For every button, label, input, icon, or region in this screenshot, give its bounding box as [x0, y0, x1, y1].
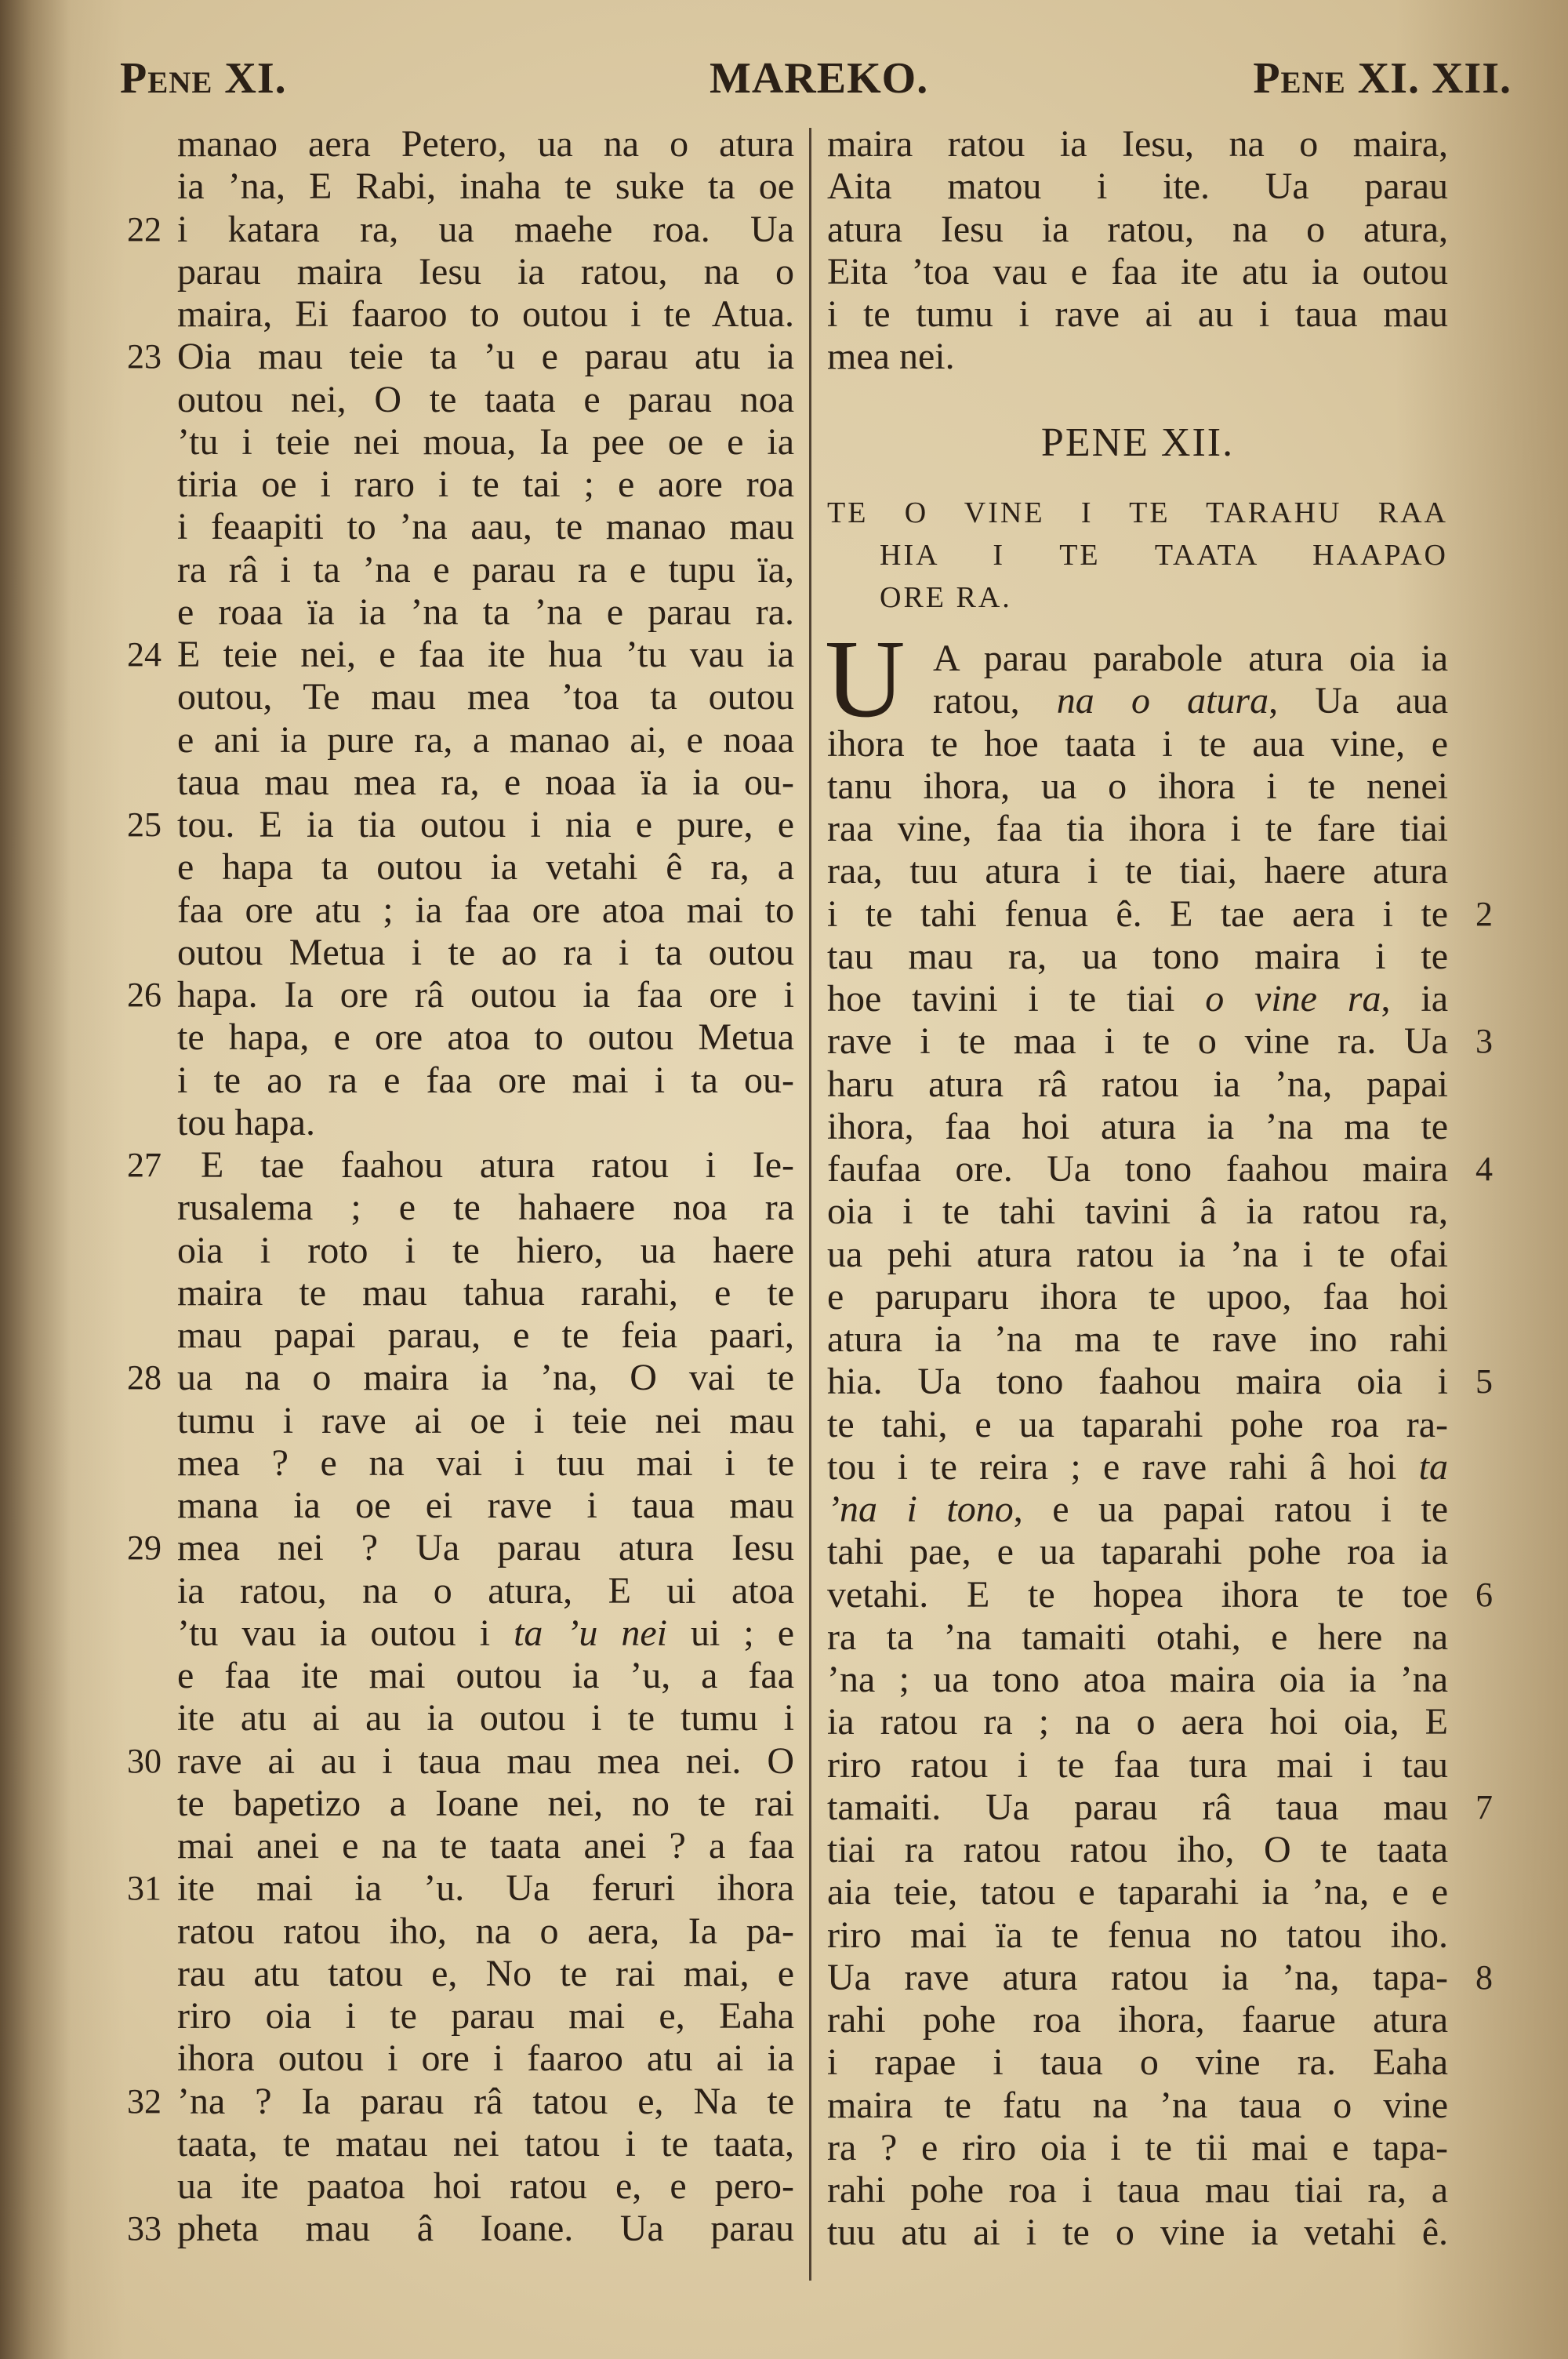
text-line: e ani ia pure ra, a manao ai, e noaa [177, 718, 794, 761]
running-header-left: Pene XI. [120, 54, 287, 103]
text-line [177, 1612, 794, 1655]
text-line [827, 978, 1448, 1020]
text-line: tou hapa. [177, 1101, 315, 1143]
text-line: e faa ite mai outou ia ’u, a faa [177, 1655, 794, 1696]
text-line: maira te fatu na ’na taua o vine [827, 2084, 1448, 2126]
text-line: ra ta ’na tamaiti otahi, e here na [827, 1616, 1448, 1658]
text-line: tahi pae, e ua taparahi pohe roa ia [827, 1531, 1448, 1573]
text-line: tuu atu ai i te o vine ia vetahi ê. [827, 2212, 1448, 2254]
text-line: parau maira Iesu ia ratou, na o [177, 250, 794, 293]
text-line: riro ratou i te faa tura mai i tau [827, 1743, 1448, 1786]
text-line: atura Iesu ia ratou, na o atura, [827, 208, 1448, 250]
chapter-summary-line: ORE RA. [880, 581, 1012, 614]
text-line: te tahi, e ua taparahi pohe roa ra- [827, 1403, 1448, 1445]
text-line: pheta mau â Ioane. Ua parau [177, 2208, 794, 2250]
verse-number: 24 [127, 635, 162, 674]
text-segment: , Ua aua [1269, 680, 1448, 722]
text-line: i te tumu i rave ai au i taua mau [827, 293, 1448, 335]
text-line: mea nei ? Ua parau atura Iesu [177, 1527, 794, 1569]
text-line: aia teie, tatou e taparahi ia ’na, e e [827, 1871, 1448, 1914]
text-line: tamaiti. Ua parau râ taua mau [827, 1786, 1448, 1828]
text-line: Aita matou i ite. Ua parau [827, 165, 1448, 208]
text-line: outou nei, O te taata e parau noa [177, 378, 794, 420]
chapter-summary-line: HIA I TE TAATA HAAPAO [880, 539, 1448, 572]
text-line: rahi pohe roa ihora, faarue atura [827, 1999, 1448, 2041]
text-line: outou, Te mau mea ’toa ta outou [177, 676, 794, 718]
text-line: vetahi. E te hopea ihora te toe [827, 1573, 1448, 1616]
text-line: maira, Ei faaroo to outou i te Atua. [177, 293, 794, 335]
text-line [933, 680, 1448, 722]
text-segment: ’tu vau ia outou i [177, 1612, 514, 1654]
verse-number: 2 [1475, 894, 1493, 933]
verse-number: 28 [127, 1358, 162, 1398]
text-line: raa, tuu atura i te tiai, haere atura [827, 850, 1448, 892]
text-line: e paruparu ihora te upoo, faa hoi [827, 1275, 1448, 1318]
text-line: A parau parabole atura oia ia [933, 638, 1448, 679]
text-line: mai anei e na te taata anei ? a faa [177, 1825, 794, 1866]
running-header-title: MAREKO. [710, 54, 929, 103]
italic-text: ’na i tono [827, 1488, 1014, 1530]
text-line: i te tahi fenua ê. E tae aera i te [827, 892, 1448, 935]
text-line: ihora outou i ore i faaroo atu ai ia [177, 2037, 794, 2080]
verse-number: 8 [1475, 1957, 1493, 1997]
text-line: maira te mau tahua rarahi, e te [177, 1271, 794, 1314]
italic-text: na o atura [1056, 680, 1269, 722]
text-line [827, 1488, 1448, 1531]
text-line: tumu i rave ai oe i teie nei mau [177, 1399, 794, 1441]
text-line: i rapae i taua o vine ra. Eaha [827, 2041, 1448, 2084]
text-segment: , ia [1381, 978, 1449, 1020]
text-line: mau papai parau, e te feia paari, [177, 1314, 794, 1356]
text-line: tanu ihora, ua o ihora i te nenei [827, 765, 1448, 807]
verse-number: 22 [127, 209, 162, 249]
text-line: raa vine, faa tia ihora i te fare tiai [827, 808, 1448, 849]
text-line: ’na ; ua tono atoa maira oia ia ’na [827, 1659, 1448, 1700]
text-line: faufaa ore. Ua tono faahou maira [827, 1148, 1448, 1190]
text-line: mea ? e na vai i tuu mai i te [177, 1441, 794, 1484]
verse-number: 26 [127, 976, 162, 1014]
text-line: tiria oe i raro i te tai ; e aore roa [177, 463, 794, 505]
text-segment: hoe tavini i te tiai [827, 978, 1206, 1020]
verse-number: 25 [127, 805, 162, 844]
text-line: oia i roto i te hiero, ua haere [177, 1229, 794, 1271]
text-line: ite mai ia ’u. Ua feruri ihora [177, 1867, 794, 1910]
verse-number: 6 [1475, 1575, 1493, 1614]
text-line: rave ai au i taua mau mea nei. O [177, 1739, 794, 1782]
text-line: i feaapiti to ’na aau, te manao mau [177, 506, 794, 548]
text-segment: tou i te reira ; e rave rahi â hoi [827, 1445, 1419, 1488]
text-line: te hapa, e ore atoa to outou Metua [177, 1016, 794, 1059]
text-line: faa ore atu ; ia faa ore atoa mai to [177, 889, 794, 931]
verse-number: 29 [127, 1528, 162, 1568]
text-line: taata, te matau nei tatou i te taata, [177, 2122, 794, 2165]
text-line: ite atu ai au ia outou i te tumu i [177, 1697, 794, 1739]
verse-number: 31 [127, 1869, 162, 1908]
text-line [827, 1446, 1448, 1488]
text-line: tau mau ra, ua tono maira i te [827, 935, 1448, 977]
text-line: outou Metua i te ao ra i ta outou [177, 931, 794, 973]
text-line: manao aera Petero, ua na o atura [177, 123, 794, 165]
text-line: E teie nei, e faa ite hua ’tu vau ia [177, 634, 794, 675]
text-line: ratou ratou iho, na o aera, Ia pa- [177, 1910, 794, 1952]
italic-text: ta ’u nei [514, 1612, 668, 1654]
text-line: rusalema ; e te hahaere noa ra [177, 1187, 794, 1229]
text-line: rau atu tatou e, No te rai mai, e [177, 1952, 794, 1994]
verse-number: 3 [1475, 1022, 1493, 1061]
text-line: haru atura râ ratou ia ’na, papai [827, 1063, 1448, 1105]
text-line: E tae faahou atura ratou i Ie- [201, 1144, 794, 1186]
text-line: ra râ i ta ’na e parau ra e tupu ïa, [177, 548, 794, 591]
text-line: oia i te tahi tavini â ia ratou ra, [827, 1190, 1448, 1233]
text-line: riro oia i te parau mai e, Eaha [177, 1995, 794, 2037]
text-line: ihora te hoe taata i te aua vine, e [827, 722, 1448, 765]
verse-number: 23 [127, 337, 162, 376]
text-line: e roaa ïa ia ’na ta ’na e parau ra. [177, 591, 794, 633]
text-line: ia ’na, E Rabi, inaha te suke ta oe [177, 165, 794, 208]
text-line: rave i te maa i te o vine ra. Ua [827, 1020, 1448, 1063]
text-line: ra ? e riro oia i te tii mai e tapa- [827, 2126, 1448, 2168]
text-line: mana ia oe ei rave i taua mau [177, 1485, 794, 1526]
text-line: Oia mau teie ta ’u e parau atu ia [177, 336, 794, 378]
italic-text: o vine ra [1205, 978, 1381, 1020]
verse-number: 32 [127, 2081, 162, 2121]
text-line: taua mau mea ra, e noaa ïa ia ou- [177, 761, 794, 803]
verse-number: 7 [1475, 1787, 1493, 1826]
text-line: ’na ? Ia parau râ tatou e, Na te [177, 2080, 794, 2122]
text-segment: , e ua papai ratou i te [1013, 1488, 1448, 1530]
text-line: mea nei. [827, 336, 955, 378]
text-line: Eita ’toa vau e faa ite atu ia outou [827, 250, 1448, 293]
text-line: i katara ra, ua maehe roa. Ua [177, 208, 794, 250]
italic-text: ta [1418, 1445, 1448, 1488]
text-line: ia ratou ra ; na o aera hoi oia, E [827, 1701, 1448, 1743]
text-line: tou. E ia tia outou i nia e pure, e [177, 804, 794, 845]
text-line: tiai ra ratou ratou iho, O te taata [827, 1829, 1448, 1870]
text-line: ihora, faa hoi atura ia ’na ma te [827, 1105, 1448, 1147]
text-line: hia. Ua tono faahou maira oia i [827, 1361, 1448, 1403]
text-line: Ua rave atura ratou ia ’na, tapa- [827, 1956, 1448, 1998]
verse-number: 33 [127, 2209, 162, 2248]
text-line: te bapetizo a Ioane nei, no te rai [177, 1782, 794, 1824]
text-line: riro mai ïa te fenua no tatou iho. [827, 1914, 1448, 1956]
verse-number: 5 [1475, 1362, 1493, 1401]
text-segment: ratou, [933, 680, 1057, 722]
text-line: ua pehi atura ratou ia ’na i te ofai [827, 1233, 1448, 1275]
verse-number: 4 [1475, 1150, 1493, 1188]
column-divider [809, 128, 811, 2281]
text-line: ’tu i teie nei moua, Ia pee oe e ia [177, 420, 794, 463]
running-header-right: Pene XI. XII. [1253, 54, 1512, 103]
drop-cap: U [825, 616, 906, 740]
verse-number: 27 [127, 1146, 162, 1184]
chapter-heading: PENE XII. [1040, 420, 1235, 465]
text-line: ia ratou, na o atura, E ui atoa [177, 1569, 794, 1612]
text-line: ua na o maira ia ’na, O vai te [177, 1357, 794, 1399]
text-line: i te ao ra e faa ore mai i ta ou- [177, 1059, 794, 1101]
text-segment: ui ; e [667, 1612, 794, 1654]
text-line: hapa. Ia ore râ outou ia faa ore i [177, 974, 794, 1016]
verse-number: 30 [127, 1741, 162, 1780]
text-line: maira ratou ia Iesu, na o maira, [827, 123, 1448, 165]
text-line: e hapa ta outou ia vetahi ê ra, a [177, 846, 794, 889]
text-line: rahi pohe roa i taua mau tiai ra, a [827, 2169, 1448, 2211]
chapter-summary-line: TE O VINE I TE TARAHU RAA [827, 496, 1448, 529]
text-line: atura ia ’na ma te rave ino rahi [827, 1318, 1448, 1360]
text-line: ua ite paatoa hoi ratou e, e pero- [177, 2165, 794, 2207]
